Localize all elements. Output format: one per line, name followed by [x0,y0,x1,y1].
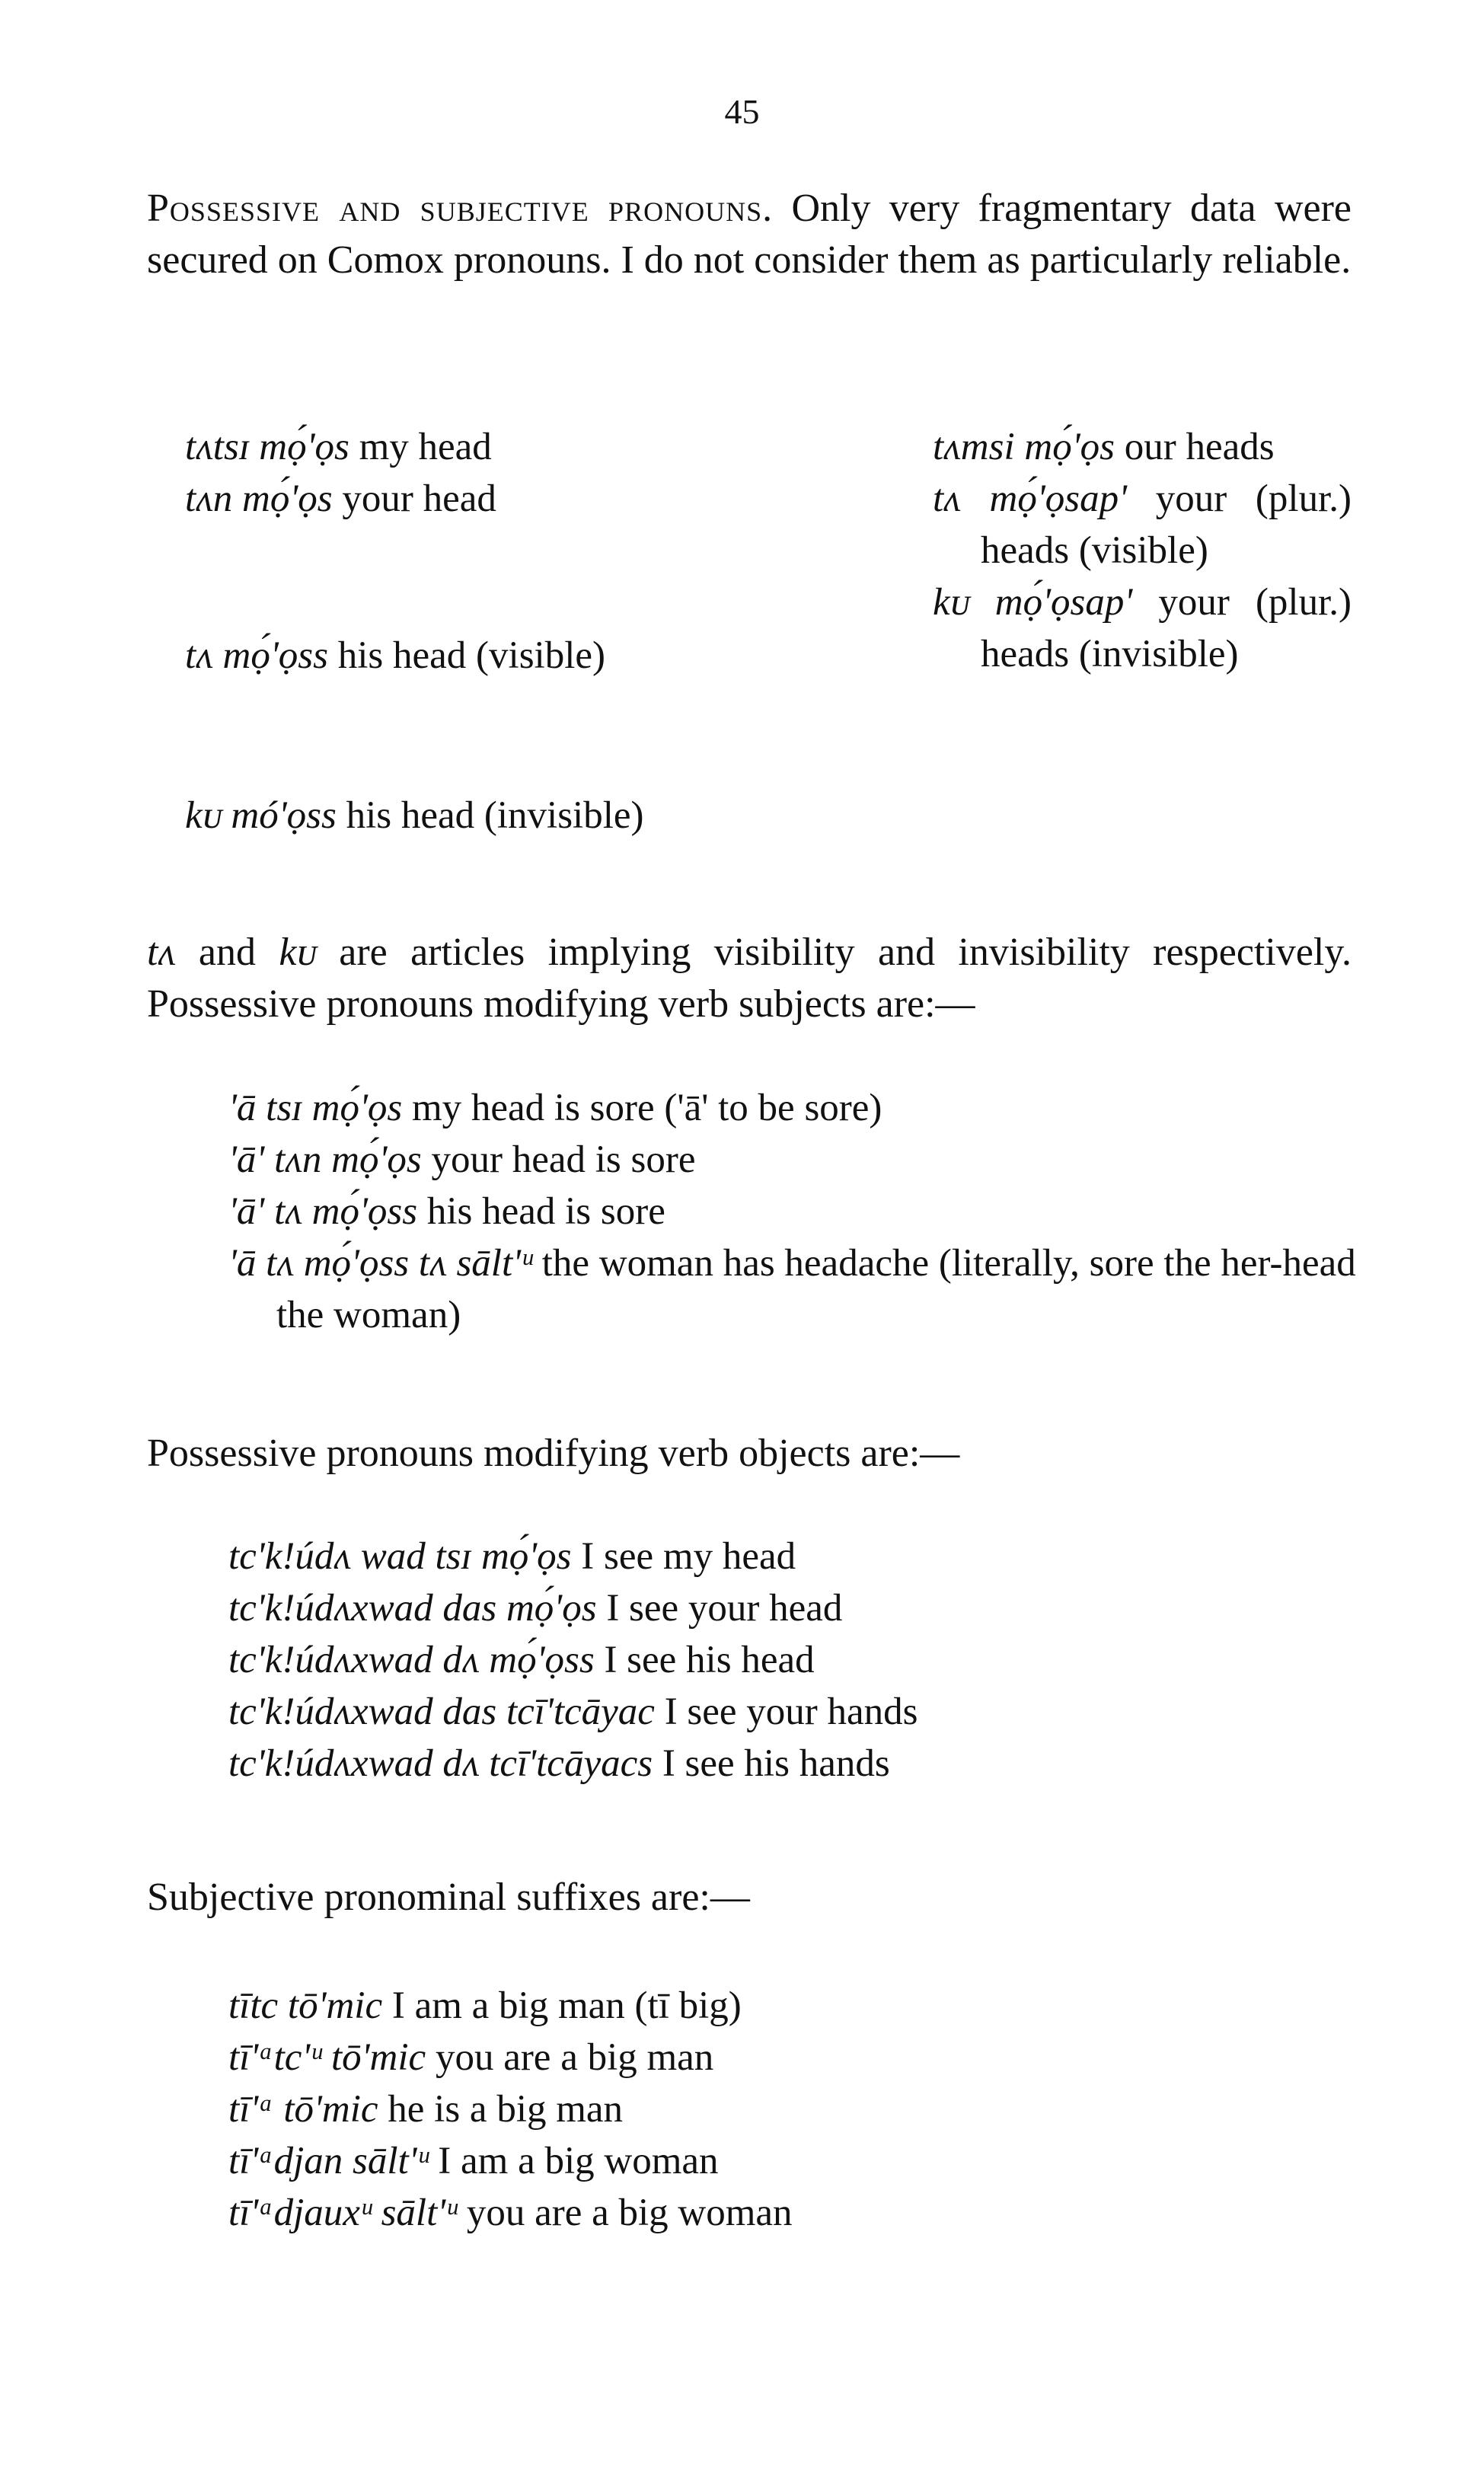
gloss: I see his head [594,1639,815,1681]
native-form: tc'k!údʌxwad das mọ́'ọs [228,1587,597,1630]
gloss: your (plur.) heads (invisible) [981,581,1352,675]
native-form: tītc tō'mic [228,1984,383,2027]
suffixes-heading: Subjective pronominal suffixes are:— [147,1876,750,1919]
suffix-example [228,2083,623,2135]
article-visible: tʌ [147,931,176,974]
native-form: kᴜ mọ́'ọsap' [933,581,1133,624]
page-number: 45 [724,92,760,131]
native-form: tʌ mọ́'ọsap' [933,477,1128,520]
gloss: your (plur.) heads (visible) [981,477,1352,572]
intro-paragraph [147,183,1352,286]
object-example [228,1531,796,1582]
table-right-entry [933,421,1352,473]
native-form: tī'ᵃdjan sālt'ᵘ [228,2140,429,2182]
table-right-column [933,421,1352,680]
gloss: I see your hands [654,1690,918,1733]
native-form: tc'k!údʌ wad tsɪ mọ́'ọs [228,1535,572,1578]
native-form: 'ā tʌ mọ́'ọss tʌ sālt'ᵘ [228,1242,532,1285]
table-right-entry [933,473,1352,576]
subject-example [228,1237,1399,1341]
native-form: tʌn mọ́'ọs [185,477,333,520]
section-heading: Possessive and subjective pronouns. [147,187,774,230]
gloss: his head (visible) [328,634,605,677]
table-left-entry [185,473,496,525]
subject-example [228,1134,1399,1186]
gloss: I see your head [596,1587,843,1630]
gloss: your head [332,477,496,520]
native-form: kᴜ mó'ọss [185,794,337,837]
native-form: tʌ mọ́'ọss [185,634,328,677]
gloss: our heads [1115,426,1275,468]
gloss: he is a big man [378,2088,624,2131]
gloss: my head is sore ('ā' to be sore) [402,1087,882,1129]
object-example [228,1738,890,1789]
article-invisible: kᴜ [279,931,316,974]
gloss: I see my head [571,1535,796,1578]
suffix-example [228,1980,742,2032]
gloss: I am a big woman [428,2140,719,2182]
native-form: tī'ᵃ tō'mic [228,2088,378,2131]
articles-text: are articles implying visibility and invisibility respectively. Possessive pronouns modifying verb subjects are:— [147,931,1352,1026]
objects-heading: Possessive pronouns modifying verb objects are:— [147,1432,960,1475]
articles-paragraph [147,927,1352,1030]
table-right-entry [933,576,1352,680]
native-form: tʌtsɪ mọ́'ọs [185,426,349,468]
table-left-entry [185,421,492,473]
suffix-example [228,2032,713,2083]
gloss: my head [349,426,492,468]
gloss: I see his hands [653,1742,890,1785]
suffix-example [228,2135,719,2187]
gloss: you are a big man [426,2036,714,2079]
articles-text: and [175,931,279,974]
intro-text: Only very fragmentary data were secured on Comox pronouns. I do not consider them as particularly reliable. [147,187,1352,282]
native-form: tc'k!údʌxwad dʌ mọ́'ọss [228,1639,595,1681]
native-form: 'ā' tʌ mọ́'ọss [228,1190,418,1233]
table-left-entry [185,790,644,841]
native-form: tī'ᵃtc'ᵘ tō'mic [228,2036,426,2079]
native-form: tc'k!údʌxwad dʌ tcī'tcāyacs [228,1742,653,1785]
gloss: your head is sore [421,1138,696,1181]
subject-example [228,1186,1399,1237]
object-example [228,1634,815,1686]
native-form: tī'ᵃdjauxᵘ sālt'ᵘ [228,2192,458,2234]
table-left-entry [185,630,605,682]
native-form: tʌmsi mọ́'ọs [933,426,1115,468]
object-example [228,1686,918,1738]
gloss: his head (invisible) [336,794,644,837]
gloss: you are a big woman [457,2192,793,2234]
gloss: his head is sore [417,1190,665,1233]
object-example [228,1582,842,1634]
subject-example [228,1082,1399,1134]
native-form: 'ā tsɪ mọ́'ọs [228,1087,403,1129]
suffix-example [228,2187,793,2239]
native-form: 'ā' tʌn mọ́'ọs [228,1138,422,1181]
native-form: tc'k!údʌxwad das tcī'tcāyac [228,1690,655,1733]
gloss: the woman has headache (literally, sore the her-head the woman) [276,1242,1356,1336]
gloss: I am a big man (tī big) [382,1984,742,2027]
